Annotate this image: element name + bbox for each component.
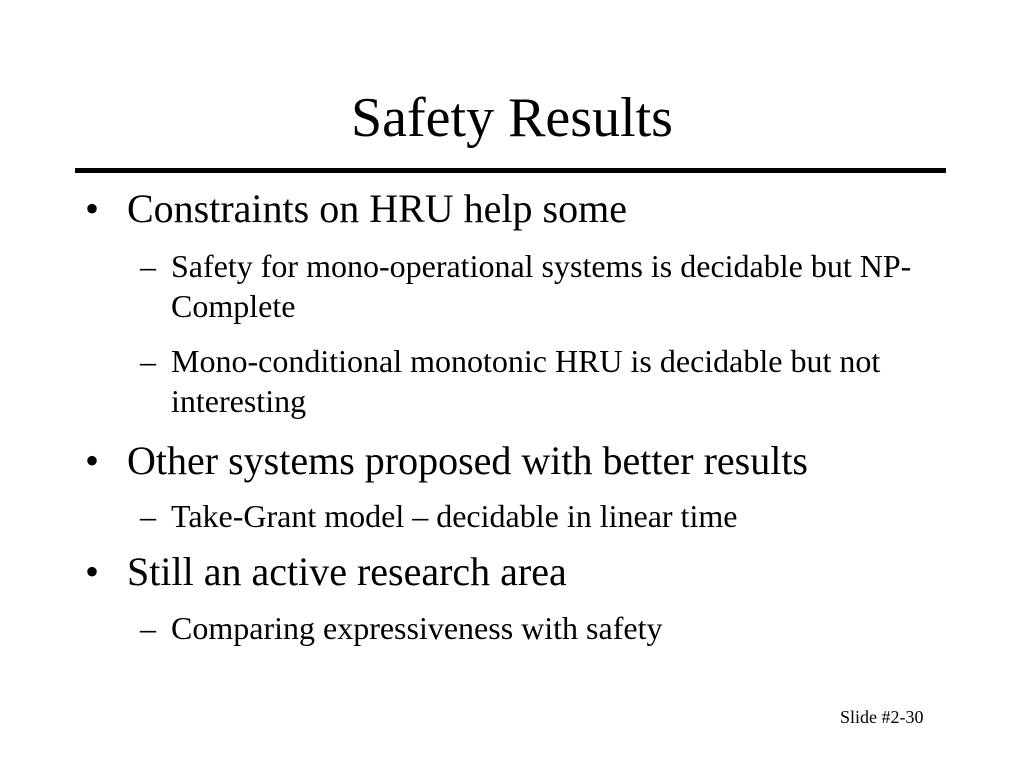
- sub-bullet-item: [140, 246, 960, 326]
- bullet-marker: •: [85, 186, 100, 231]
- slide-number: Slide #2-30: [840, 707, 924, 727]
- sub-bullet-marker: –: [140, 498, 156, 534]
- bullet-marker: •: [85, 549, 100, 594]
- bullet-text: Still an active research area: [127, 549, 567, 594]
- sub-bullet-marker: –: [140, 343, 156, 379]
- bullet-text: Other systems proposed with better results: [127, 438, 808, 483]
- sub-bullet-text: Safety for mono-operational systems is decidable but NP-Complete: [171, 248, 912, 324]
- sub-bullet-marker: –: [140, 610, 156, 646]
- sub-bullet-item: [140, 496, 960, 536]
- sub-bullet-item: [140, 608, 960, 648]
- sub-bullet-text: Mono-conditional monotonic HRU is decidable but not interesting: [171, 343, 881, 419]
- sub-bullet-text: Take-Grant model – decidable in linear time: [171, 498, 738, 534]
- sub-bullet-text: Comparing expressiveness with safety: [171, 610, 663, 646]
- bullet-text: Constraints on HRU help some: [127, 186, 627, 231]
- sub-bullet-marker: –: [140, 248, 156, 284]
- slide-title: Safety Results: [351, 87, 673, 149]
- sub-bullet-item: [140, 341, 960, 421]
- bullet-marker: •: [85, 438, 100, 483]
